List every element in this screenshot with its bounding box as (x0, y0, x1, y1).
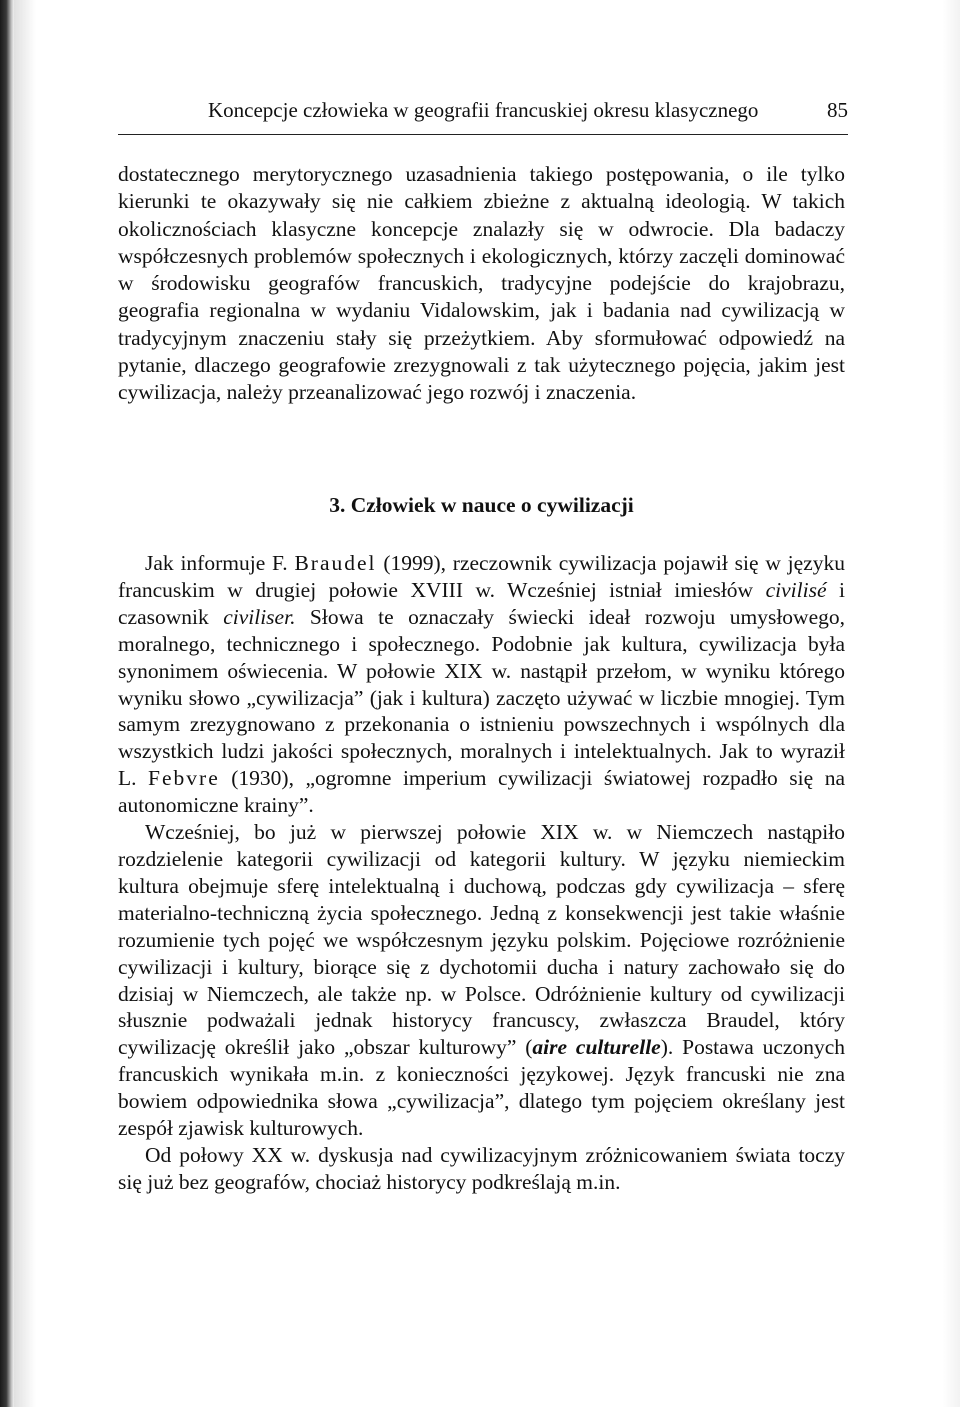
text-run: Słowa te oznaczały świecki ideał rozwoju umysłowego, moralnego, technicznego i społecznego. Podobnie jak kultura, cywilizacja była synonimem oświecenia. W połowie XIX w. nastąpił przełom, w wyniku którego wyniku słowo „cywilizacja” (jak i kultura) zaczęto używać w liczbie mnogiej. Tym samym zrezygnowano z przekonania o istnieniu powszechnych i wspólnych dla wszystkich ludzi jakości społecznych, moralnych i intelektualnych. Jak to wyraził L. (118, 604, 845, 791)
running-header-title: Koncepcje człowieka w geografii francuskiej okresu klasycznego (208, 98, 759, 122)
term-aire-culturelle: aire culturelle (532, 1035, 661, 1060)
section-paragraph-2 (118, 819, 845, 1142)
running-header (118, 98, 848, 132)
book-binding-shadow (0, 0, 14, 1407)
text-run: Jak informuje F. (145, 551, 295, 575)
text-run: (1999), rzeczownik cywilizacja pojawił się w języku francuskim w drugiej połowie XVIII w. Wcześniej istniał imiesłów (118, 551, 845, 602)
header-rule (118, 134, 848, 135)
author-name-braudel: Braudel (294, 551, 377, 575)
text-run: Wcześniej, bo już w pierwszej połowie XIX w. w Niemczech nastąpiło rozdzielenie kategorii cywilizacji od kategorii kultury. W języku niemieckim kultura obejmuje sferę intelektualną i duchową, podczas gdy cywilizacja – sferę materialno-techniczną życia społecznego. Jedną z konsekwencji jest takie właśnie rozumienie tych pojęć we współczesnym języku polskim. Pojęciowe rozróżnienie cywilizacji i kultury, biorące się z dychotomii ducha i natury zachowało się do dzisiaj w Niemczech, ale także np. w Polsce. Odróżnienie kultury od cywilizacji słusznie podważali jednak historycy francuscy, zwłaszcza Braudel, który cywilizację określił jako „obszar kulturowy” ( (118, 820, 845, 1060)
page-number: 85 (827, 98, 848, 122)
section-heading: 3. Człowiek w nauce o cywilizacji (329, 493, 634, 517)
gutter-shadow (14, 0, 36, 1407)
term-civilise: civilisé (765, 577, 827, 602)
page-edge (942, 0, 960, 1407)
text-run: (1930), „ogromne imperium cywilizacji światowej rozpadło się na autonomiczne krainy”. (118, 766, 845, 818)
text-run: ). Postawa uczonych francuskich wynikała m.in. z konieczności językowej. Język francuski nie zna bowiem odpowiednika słowa „cywilizacja”, dlatego tym pojęciem określany jest zespół zjawisk kulturowych. (118, 1035, 846, 1141)
term-civiliser: civiliser. (223, 604, 296, 629)
intro-paragraph: dostatecznego merytorycznego uzasadnienia takiego postępowania, o ile tylko kierunki te okazywały się nie całkiem zbieżne z aktualną ideologią. W takich okolicznościach klasyczne koncepcje znalazły się w odwrocie. Dla badaczy współczesnych problemów społecznych i ekologicznych, którzy zaczęli dominować w środowisku geografów francuskich, tradycyjne podejście do krajobrazu, geografia regionalna w wydaniu Vidalowskim, jak i badania nad cywilizacją w tradycyjnym znaczeniu stały się przeżytkiem. Aby sformułować odpowiedź na pytanie, dlaczego geografowie zrezygnowali z tak użytecznego pojęcia, jakim jest cywilizacja, należy przeanalizować jego rozwój i znaczenia. (118, 162, 845, 405)
section-body (118, 550, 845, 1196)
intro-text (118, 161, 845, 407)
section-paragraph-1 (118, 550, 845, 819)
section-paragraph-3: Od połowy XX w. dyskusja nad cywilizacyjnym zróżnicowaniem świata toczy się już bez geografów, chociaż historycy podkreślają m.in. (118, 1142, 845, 1194)
text-run: i czasownik (118, 577, 845, 629)
author-name-febvre: Febvre (148, 766, 220, 791)
